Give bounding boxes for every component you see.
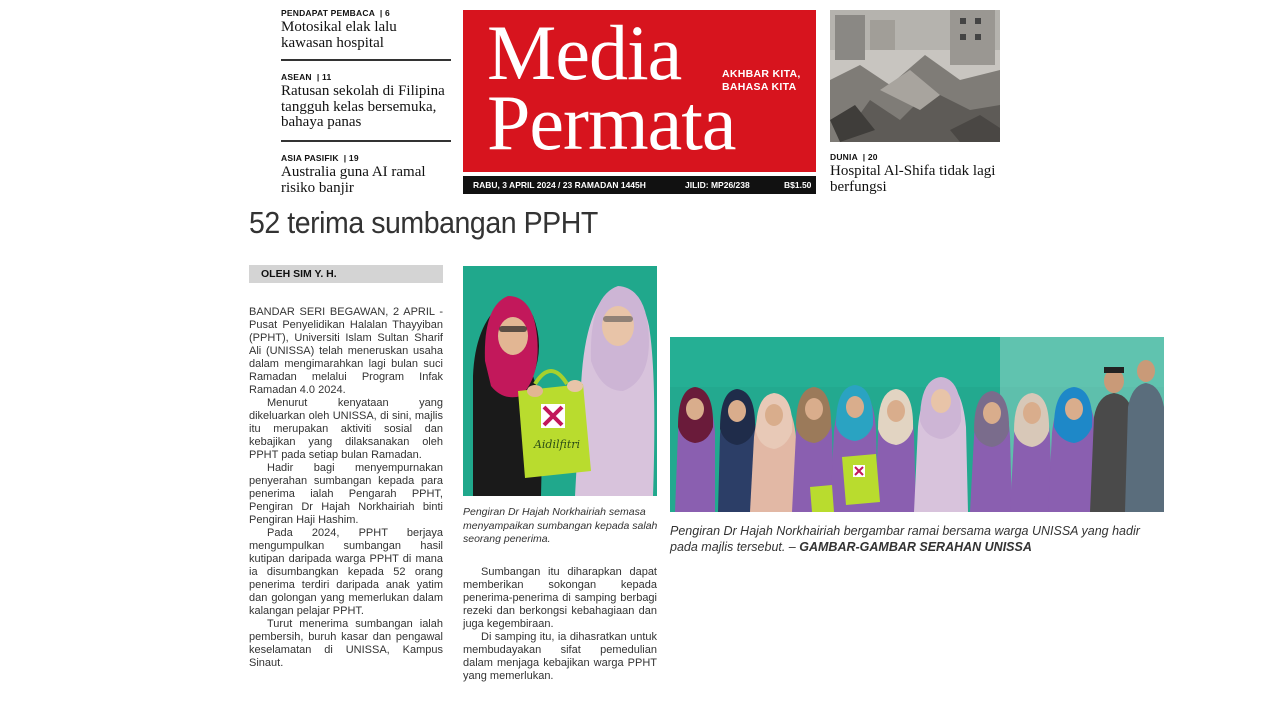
masthead-info-bar (463, 176, 816, 194)
teaser-opinion[interactable] (281, 8, 451, 51)
issue-price: B$1.50 (784, 180, 812, 190)
teaser-section: ASIA PASIFIK | 19 (281, 153, 359, 163)
paragraph: Menurut kenyataan yang dikeluarkan oleh UNISSA, di sini, majlis itu merupakan aktiviti sosial dan kebajikan yang dilaksanakan oleh PPHT pada setiap bulan Ramadan. (249, 397, 443, 461)
teaser-asean[interactable] (281, 72, 451, 131)
paragraph: Turut menerima sumbangan ialah pembersih, buruh kasar dan pengawal keselamatan di UNISSA, Kampus Sinaut. (249, 618, 443, 669)
photo-credit: GAMBAR-GAMBAR SERAHAN UNISSA (799, 540, 1032, 554)
teaser-headline[interactable]: Hospital Al-Shifa tidak lagi berfungsi (830, 163, 996, 195)
article-column-1 (249, 306, 443, 670)
masthead-logo[interactable] (463, 10, 816, 172)
teaser-section: DUNIA | 20 (830, 152, 878, 162)
masthead-word-permata: Permata (487, 79, 736, 166)
divider (281, 140, 451, 142)
article-headline: 52 terima sumbangan PPHT (249, 205, 598, 240)
caption-group-photo: Pengiran Dr Hajah Norkhairiah bergambar ramai bersama warga UNISSA yang hadir pada majlis tersebut. – GAMBAR-GAMBAR SERAHAN UNISSA (670, 524, 1140, 554)
issue-date: RABU, 3 APRIL 2024 / 23 RAMADAN 1445H (473, 180, 646, 190)
handover-photo[interactable] (463, 266, 657, 496)
teaser-asia-pacific[interactable] (281, 153, 451, 196)
masthead-slogan: AKHBAR KITA, BAHASA KITA (722, 68, 801, 93)
divider (281, 59, 451, 61)
paragraph: Hadir bagi menyempurnakan penyerahan sumbangan kepada para penerima ialah Pengarah PPHT, Pengiran Dr Hajah Norkhairiah binti Pengiran Haji Hashim. (249, 462, 443, 526)
teaser-section: PENDAPAT PEMBACA | 6 (281, 8, 390, 18)
rubble-photo[interactable] (830, 10, 1000, 142)
article-column-2 (463, 566, 657, 683)
paragraph: BANDAR SERI BEGAWAN, 2 APRIL - Pusat Penyelidikan Halalan Thayyiban (PPHT), Universiti Islam Sultan Sharif Ali (UNISSA) telah meneruskan usaha dalam mengimarahkan lagi bulan suci Ramadan melalui Program Infak Ramadan 4.0 2024. (249, 306, 443, 396)
paragraph: Sumbangan itu diharapkan dapat memberikan sokongan kepada penerima-penerima di samping berbagi rezeki dan berkongsi kebahagiaan dan juga kegembiraan. (463, 566, 657, 630)
teaser-world[interactable] (830, 152, 1005, 195)
group-photo[interactable] (670, 337, 1164, 512)
teaser-headline[interactable]: Motosikal elak lalu kawasan hospital (281, 19, 397, 51)
masthead-word-media: Media (487, 10, 682, 96)
issue-volume: JILID: MP26/238 (685, 180, 750, 190)
caption-handover-photo: Pengiran Dr Hajah Norkhairiah semasa menyampaikan sumbangan kepada salah seorang penerima. (463, 506, 658, 545)
paragraph: Di samping itu, ia dihasratkan untuk membudayakan sifat pemedulian dalam menjaga kebajikan warga PPHT yang memerlukan. (463, 631, 657, 682)
teaser-headline[interactable]: Ratusan sekolah di Filipina tangguh kelas bersemuka, bahaya panas (281, 83, 445, 130)
byline: OLEH SIM Y. H. (249, 265, 443, 283)
teaser-headline[interactable]: Australia guna AI ramal risiko banjir (281, 164, 426, 196)
paragraph: Pada 2024, PPHT berjaya mengumpulkan sumbangan hasil kutipan daripada warga PPHT di mana ia disumbangkan kepada 52 orang penerima terdiri daripada anak yatim dan golongan yang memerlukan dalam kalangan pelajar PPHT. (249, 527, 443, 617)
bag-text: Aidilfitri (533, 438, 581, 451)
teaser-section: ASEAN | 11 (281, 72, 332, 82)
